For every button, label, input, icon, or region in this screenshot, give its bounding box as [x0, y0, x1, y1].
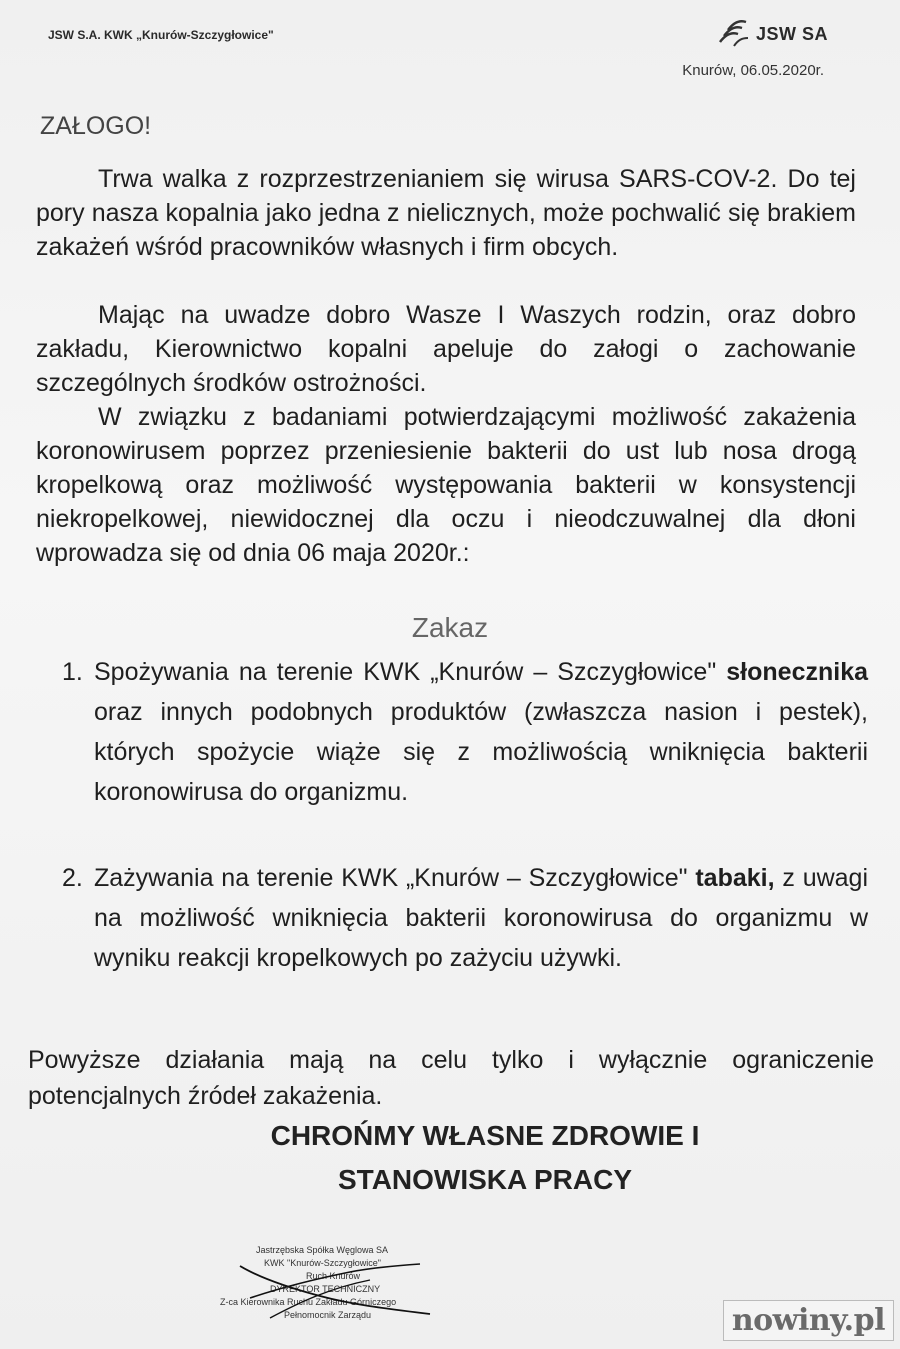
zakaz-heading: Zakaz: [411, 612, 489, 643]
paragraph-2-text: Mając na uwadze dobro Wasze I Waszych rodzin, oraz dobro zakładu, Kierownictwo kopalni apeluje do załogi o zachowanie szczególnych środków ostrożności.: [36, 301, 856, 397]
list-item-body: [94, 652, 868, 812]
list-item-number: 1.: [62, 658, 83, 686]
list-item-bold: słonecznika: [726, 658, 869, 686]
list-item-number: 2.: [62, 864, 83, 892]
list-item-text: oraz innych podobnych produktów (zwłaszcza nasion i pestek), których spożycie wiąże się z możliwością wniknięcia bakterii koronowirusa do organizmu.: [94, 698, 868, 806]
stamp-line: Pełnomocnik Zarządu: [284, 1310, 372, 1320]
stamp-line: Jastrzębska Spółka Węglowa SA: [256, 1245, 389, 1255]
stamp-line: Ruch Knurów: [306, 1271, 361, 1281]
signature: [230, 1258, 460, 1328]
document-date: Knurów, 06.05.2020r.: [682, 62, 824, 79]
list-item-text: Zażywania na terenie KWK „Knurów – Szczygłowice": [94, 864, 688, 892]
paragraph-3: [36, 400, 856, 570]
slogan-line-2: STANOWISKA PRACY: [338, 1164, 632, 1195]
list-item: [62, 652, 868, 812]
stamp-line: KWK "Knurów-Szczygłowice": [264, 1258, 381, 1268]
slogan-line-1: CHROŃMY WŁASNE ZDROWIE I: [270, 1120, 700, 1151]
paragraph-1: [36, 162, 856, 264]
stamp-line: Z-ca Kierownika Ruchu Zakładu Górniczego: [220, 1297, 397, 1307]
logo-text: JSW SA: [756, 23, 829, 44]
closing-paragraph: Powyższe działania mają na celu tylko i wyłącznie ograniczenie potencjalnych źródeł zakażenia.: [28, 1046, 874, 1110]
list-item: [62, 858, 868, 978]
list-item-bold: tabaki,: [695, 864, 775, 892]
company-header: JSW S.A. KWK „Knurów-Szczygłowice": [48, 28, 274, 42]
jsw-logo-icon: [716, 16, 752, 52]
jsw-logo: [716, 14, 846, 54]
paragraph-1-text: Trwa walka z rozprzestrzenianiem się wirusa SARS-COV-2. Do tej pory nasza kopalnia jako jedna z nielicznych, może pochwalić się brakiem zakażeń wśród pracowników własnych i firm obcych.: [36, 165, 856, 261]
list-item-text: z uwagi na możliwość wniknięcia bakterii koronowirusa do organizmu w wyniku reakcji kropelkowych po zażyciu używki.: [94, 864, 869, 972]
paragraph-3-text: W związku z badaniami potwierdzającymi możliwość zakażenia koronowirusem poprzez przeniesienie bakterii do ust lub nosa drogą kropelkową oraz możliwość występowania bakterii w konsystencji niekropelkowej, niewidocznej dla oczu i nieodczuwalnej dla dłoni wprowadza się od dnia 06 maja 2020r.:: [36, 403, 856, 567]
greeting-heading: ZAŁOGO!: [40, 112, 152, 140]
paragraph-2: [36, 298, 856, 400]
list-item-body: [94, 858, 868, 978]
stamp-line: DYREKTOR TECHNICZNY: [270, 1284, 381, 1294]
watermark-logo: nowiny.pl: [723, 1300, 894, 1341]
list-item-text: Spożywania na terenie KWK „Knurów – Szczygłowice": [94, 658, 717, 686]
